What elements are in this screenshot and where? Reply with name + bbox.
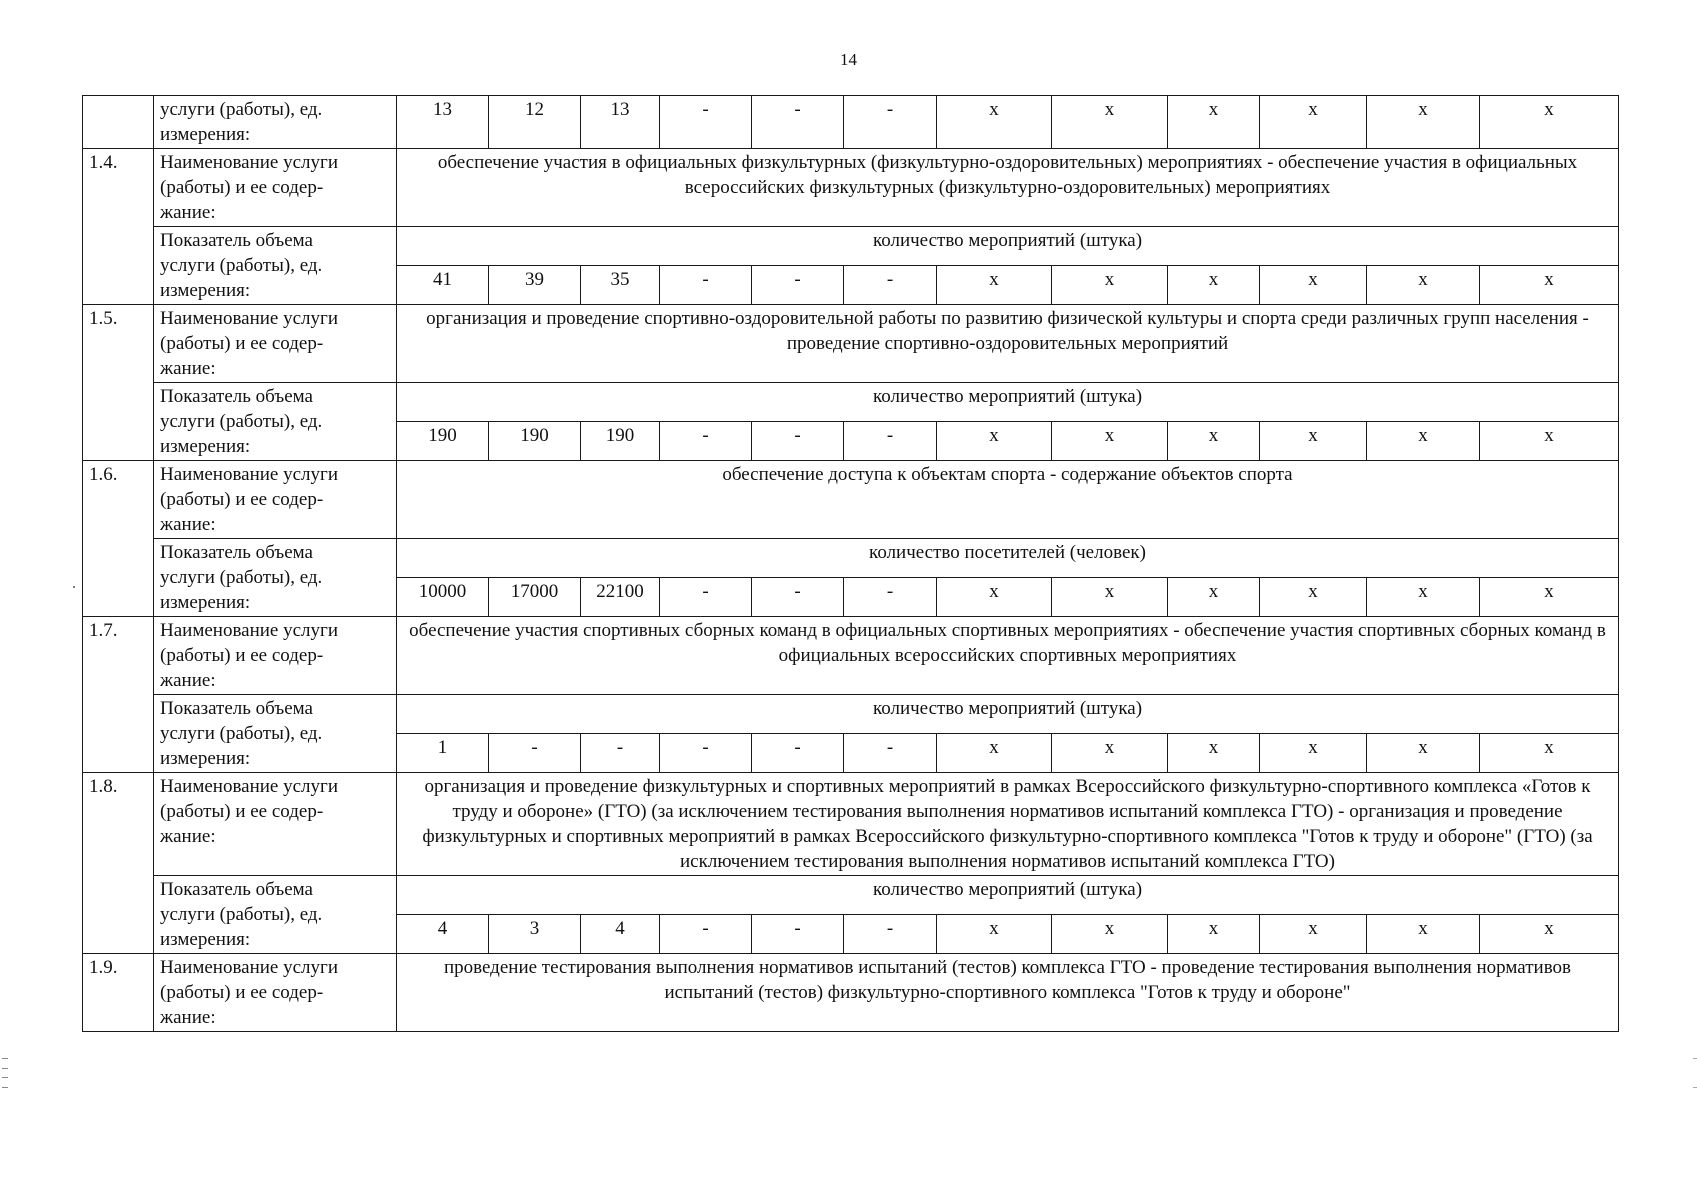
service-name-label-cell	[154, 305, 397, 383]
value-cell: x	[1480, 915, 1619, 954]
value-cell: -	[752, 422, 844, 461]
scan-dot	[73, 586, 75, 588]
value-cell: x	[1260, 578, 1367, 617]
value-cell: x	[1367, 578, 1480, 617]
scan-artifact	[1693, 1058, 1697, 1088]
service-name-row	[83, 954, 1619, 1032]
item-number: 1.5.	[83, 305, 154, 461]
value-cell: -	[752, 578, 844, 617]
value-cell: x	[1480, 422, 1619, 461]
scan-artifact	[2, 1058, 8, 1088]
value-cell: -	[660, 915, 752, 954]
item-number: 1.9.	[83, 954, 154, 1032]
value-cell: x	[1480, 734, 1619, 773]
value-cell: x	[937, 266, 1052, 305]
service-name-label: Наименование услуги (работы) и ее содер- жание:	[160, 464, 338, 535]
service-name-row	[83, 305, 1619, 383]
value-cell: x	[1052, 266, 1168, 305]
value-cell: x	[1052, 422, 1168, 461]
value-cell: x	[937, 915, 1052, 954]
value-cell: 22100	[581, 578, 660, 617]
service-description: проведение тестирования выполнения нормативов испытаний (тестов) комплекса ГТО - проведение тестирования выполнения нормативов испытаний (тестов) физкультурно-спортивного комплекса "Готов к труду и обороне"	[397, 954, 1619, 1032]
service-name-row	[83, 773, 1619, 876]
indicator-unit-row	[83, 876, 1619, 915]
value-cell: x	[1052, 578, 1168, 617]
indicator-label: Показатель объема услуги (работы), ед. измерения:	[160, 698, 323, 769]
value-cell: -	[660, 266, 752, 305]
service-name-label-cell	[154, 149, 397, 227]
value-cell: -	[752, 734, 844, 773]
value-cell: 41	[397, 266, 489, 305]
indicator-unit: количество мероприятий (штука)	[397, 876, 1619, 915]
service-description: обеспечение участия в официальных физкультурных (физкультурно-оздоровительных) мероприятиях - обеспечение участия в официальных всероссийских физкультурных (физкультурно-оздоровительных) мероприятиях	[397, 149, 1619, 227]
indicator-unit: количество мероприятий (штука)	[397, 695, 1619, 734]
service-name-label: Наименование услуги (работы) и ее содер- жание:	[160, 308, 338, 379]
indicator-label: услуги (работы), ед. измерения:	[160, 99, 323, 145]
value-cell: 13	[397, 96, 489, 149]
service-name-label-cell	[154, 954, 397, 1032]
service-name-row	[83, 461, 1619, 539]
indicator-unit-row	[83, 227, 1619, 266]
value-cell: x	[1367, 734, 1480, 773]
item-number-cell	[83, 96, 154, 149]
service-name-label: Наименование услуги (работы) и ее содер- жание:	[160, 957, 338, 1028]
value-cell: 190	[397, 422, 489, 461]
value-cell: -	[660, 578, 752, 617]
value-cell: 4	[581, 915, 660, 954]
item-number: 1.6.	[83, 461, 154, 617]
indicator-unit: количество посетителей (человек)	[397, 539, 1619, 578]
value-cell: -	[844, 266, 937, 305]
service-name-label-cell	[154, 773, 397, 876]
value-cell: 3	[489, 915, 581, 954]
service-description: организация и проведение физкультурных и спортивных мероприятий в рамках Всероссийского физкультурно-спортивного комплекса «Готов к труду и обороне» (ГТО) (за исключением тестирования выполнения нормативов испытаний комплекса ГТО) - организация и проведение физкультурных и спортивных мероприятий в рамках Всероссийского физкультурно-спортивного комплекса "Готов к труду и обороне" (ГТО) (за исключением тестирования выполнения нормативов испытаний комплекса ГТО)	[397, 773, 1619, 876]
value-cell: x	[1168, 422, 1260, 461]
service-description: организация и проведение спортивно-оздоровительной работы по развитию физической культуры и спорта среди различных групп населения - проведение спортивно-оздоровительных мероприятий	[397, 305, 1619, 383]
value-cell: -	[844, 422, 937, 461]
value-cell: x	[1367, 266, 1480, 305]
value-cell: x	[1052, 734, 1168, 773]
indicator-label-cell	[154, 383, 397, 461]
service-name-label-cell	[154, 461, 397, 539]
value-cell: x	[1260, 422, 1367, 461]
value-cell: x	[937, 578, 1052, 617]
value-cell: x	[1052, 915, 1168, 954]
indicator-unit: количество мероприятий (штука)	[397, 227, 1619, 266]
item-number: 1.8.	[83, 773, 154, 954]
services-table	[82, 95, 1619, 1032]
value-cell: -	[844, 578, 937, 617]
service-name-row	[83, 149, 1619, 227]
indicator-label: Показатель объема услуги (работы), ед. измерения:	[160, 386, 323, 457]
value-cell: -	[844, 96, 937, 149]
item-number: 1.4.	[83, 149, 154, 305]
indicator-label: Показатель объема услуги (работы), ед. измерения:	[160, 542, 323, 613]
indicator-unit-row	[83, 695, 1619, 734]
value-cell: x	[1367, 96, 1480, 149]
value-cell: -	[660, 96, 752, 149]
service-name-label-cell	[154, 617, 397, 695]
indicator-label-cell	[154, 695, 397, 773]
value-cell: 13	[581, 96, 660, 149]
indicator-label-cell	[154, 227, 397, 305]
value-cell: 39	[489, 266, 581, 305]
indicator-label-cell	[154, 96, 397, 149]
value-cell: x	[1260, 266, 1367, 305]
indicator-label-cell	[154, 539, 397, 617]
value-cell: -	[844, 734, 937, 773]
value-cell: x	[1168, 96, 1260, 149]
indicator-label: Показатель объема услуги (работы), ед. измерения:	[160, 230, 323, 301]
value-cell: x	[1052, 96, 1168, 149]
value-cell: x	[1480, 578, 1619, 617]
value-cell: -	[581, 734, 660, 773]
value-cell: 1	[397, 734, 489, 773]
service-description: обеспечение участия спортивных сборных команд в официальных спортивных мероприятиях - обеспечение участия спортивных сборных команд в официальных всероссийских спортивных мероприятиях	[397, 617, 1619, 695]
value-cell: x	[1260, 915, 1367, 954]
value-cell: 17000	[489, 578, 581, 617]
value-cell: 12	[489, 96, 581, 149]
page-number: 14	[840, 50, 857, 69]
service-name-label: Наименование услуги (работы) и ее содер- жание:	[160, 152, 338, 223]
value-cell: x	[1168, 578, 1260, 617]
values-row-continued	[83, 96, 1619, 149]
value-cell: 35	[581, 266, 660, 305]
value-cell: 10000	[397, 578, 489, 617]
value-cell: x	[937, 422, 1052, 461]
indicator-label-cell	[154, 876, 397, 954]
value-cell: -	[489, 734, 581, 773]
value-cell: x	[1260, 96, 1367, 149]
indicator-unit-row	[83, 383, 1619, 422]
service-description: обеспечение доступа к объектам спорта - содержание объектов спорта	[397, 461, 1619, 539]
value-cell: 4	[397, 915, 489, 954]
value-cell: -	[752, 915, 844, 954]
service-name-row	[83, 617, 1619, 695]
value-cell: x	[1260, 734, 1367, 773]
indicator-unit-row	[83, 539, 1619, 578]
value-cell: x	[1367, 422, 1480, 461]
value-cell: x	[1367, 915, 1480, 954]
item-number: 1.7.	[83, 617, 154, 773]
value-cell: -	[844, 915, 937, 954]
value-cell: -	[660, 734, 752, 773]
service-name-label: Наименование услуги (работы) и ее содер- жание:	[160, 620, 338, 691]
value-cell: x	[1480, 266, 1619, 305]
value-cell: -	[752, 266, 844, 305]
value-cell: x	[937, 734, 1052, 773]
value-cell: -	[660, 422, 752, 461]
service-name-label: Наименование услуги (работы) и ее содер- жание:	[160, 776, 338, 847]
value-cell: -	[752, 96, 844, 149]
indicator-label: Показатель объема услуги (работы), ед. измерения:	[160, 879, 323, 950]
value-cell: 190	[581, 422, 660, 461]
value-cell: x	[1168, 915, 1260, 954]
value-cell: x	[1168, 266, 1260, 305]
value-cell: x	[937, 96, 1052, 149]
value-cell: x	[1480, 96, 1619, 149]
value-cell: x	[1168, 734, 1260, 773]
indicator-unit: количество мероприятий (штука)	[397, 383, 1619, 422]
value-cell: 190	[489, 422, 581, 461]
